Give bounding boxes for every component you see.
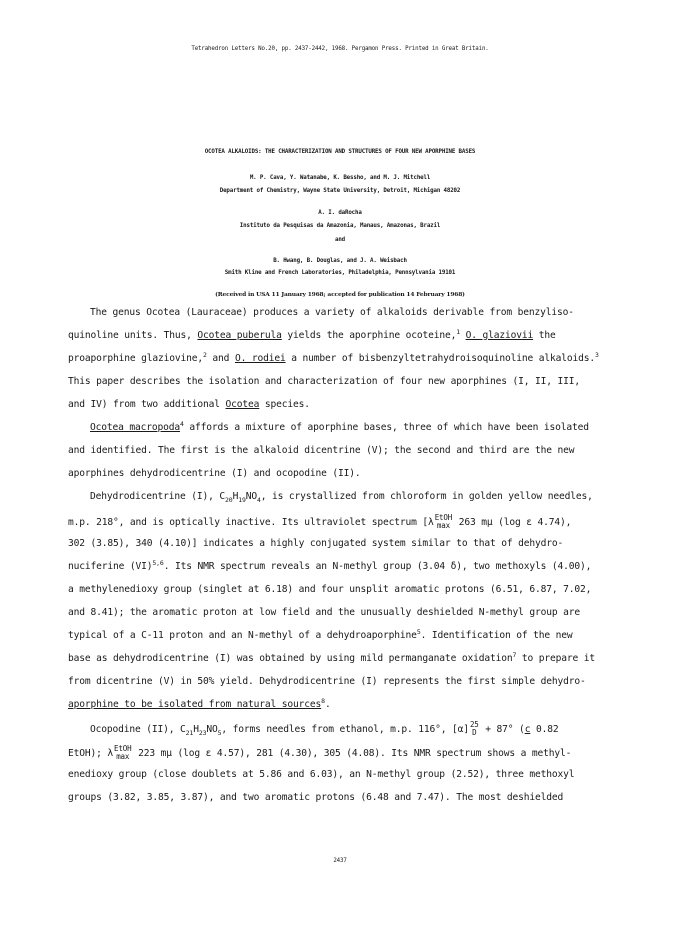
p3-line-7: typical of a C-11 proton and an N-methyl of a dehydroaporphine$^5$. Identification of the new [68,627,573,641]
p2-line-3: aporphines dehydrodicentrine (I) and ocopodine (II). [68,468,361,479]
p4-line-3: enedioxy group (close doublets at 5.86 and 6.03), an N-methyl group (2.52), three methoxyl [68,769,575,780]
p3-line-8: base as dehydrodicentrine (I) was obtained by using mild permanganate oxidation$^7$ to prepare it [68,650,595,664]
page-number: 2437 [333,858,347,864]
p3-line-5: a methylenedioxy group (singlet at 6.18) and four unsplit aromatic protons (6.51, 6.87, 7.02, [68,584,592,595]
p4-line-2: EtOH); λ EtOH max 223 mμ (log ε 4.57), 281 (4.30), 305 (4.08). Its NMR spectrum shows a methyl- [68,744,572,761]
p3-line-2: m.p. 218°, and is optically inactive. Its ultraviolet spectrum [λ EtOH max 263 mμ (log ε 4.74), [68,513,572,530]
p2-line-1: Ocotea macropoda$^4$ affords a mixture of aporphine bases, three of which have been isolated [90,419,589,433]
p2-line-2: and identified. The first is the alkaloid dicentrine (V); the second and third are the new [68,445,575,456]
author-names-2: A. I. daRocha [318,210,362,216]
p3-line-4: nuciferine (VI)$^{5,6}$. Its NMR spectrum reveals an N-methyl group (3.04 δ), two methoxyls (4.00), [68,558,592,572]
p1-line-2: quinoline units. Thus, Ocotea puberula yields the aporphine ocoteine,$^1$ O. glaziovii the [68,327,556,341]
p4-line-1: Ocopodine (II), $C_{21}H_{23}NO_5$, forms needles from ethanol, m.p. 116°, [α] 25 D + 87° (c 0.82 [90,720,559,737]
p3-line-1: Dehydrodicentrine (I), $C_{20}H_{19}NO_4$, is crystallized from chloroform in golden yellow needles, [90,491,593,504]
affiliation-3: Smith Kline and French Laboratories, Philadelphia, Pennsylvania 19101 [224,270,456,276]
p3-line-10: aporphine to be isolated from natural sources$^8$. [68,696,331,710]
p1-line-3: proaporphine glaziovine,$^2$ and O. rodiei a number of bisbenzyltetrahydroisoquinoline alkaloids.$^3$ [68,350,599,364]
author-names-1: M. P. Cava, Y. Watanabe, K. Bessho, and M. J. Mitchell [249,175,431,181]
p3-line-6: and 8.41); the aromatic proton at low field and the unusually deshielded N-methyl group are [68,607,580,618]
p1-line-1: The genus Ocotea (Lauraceae) produces a variety of alkaloids derivable from benzyliso- [90,307,574,318]
author-names-3: B. Hwang, B. Douglas, and J. A. Weisbach [273,258,407,264]
paper-title: OCOTEA ALKALOIDS: THE CHARACTERIZATION AND STRUCTURES OF FOUR NEW APORPHINE BASES [204,149,476,155]
p3-line-9: from dicentrine (V) in 50% yield. Dehydrodicentrine (I) represents the first simple dehydro- [68,676,586,687]
p3-line-3: 302 (3.85), 340 (4.10)] indicates a highly conjugated system similar to that of dehydro- [68,538,564,549]
affiliation-2: Instituto da Pesquisas da Amazonia, Manaus, Amazonas, Brazil [239,223,441,229]
p4-line-4: groups (3.82, 3.85, 3.87), and two aromatic protons (6.48 and 7.47). The most deshielded [68,792,564,803]
and-separator: and [334,237,346,243]
received-line: (Received in USA 11 January 1968; accepted for publication 14 February 1968) [215,291,465,298]
p1-line-4: This paper describes the isolation and characterization of four new aporphines (I, II, III, [68,376,580,387]
journal-header: Tetrahedron Letters No.20, pp. 2437-2442, 1968. Pergamon Press. Printed in Great Britain. [191,46,489,52]
affiliation-1: Department of Chemistry, Wayne State University, Detroit, Michigan 48202 [219,188,461,194]
p1-line-5: and IV) from two additional Ocotea species. [68,399,310,410]
